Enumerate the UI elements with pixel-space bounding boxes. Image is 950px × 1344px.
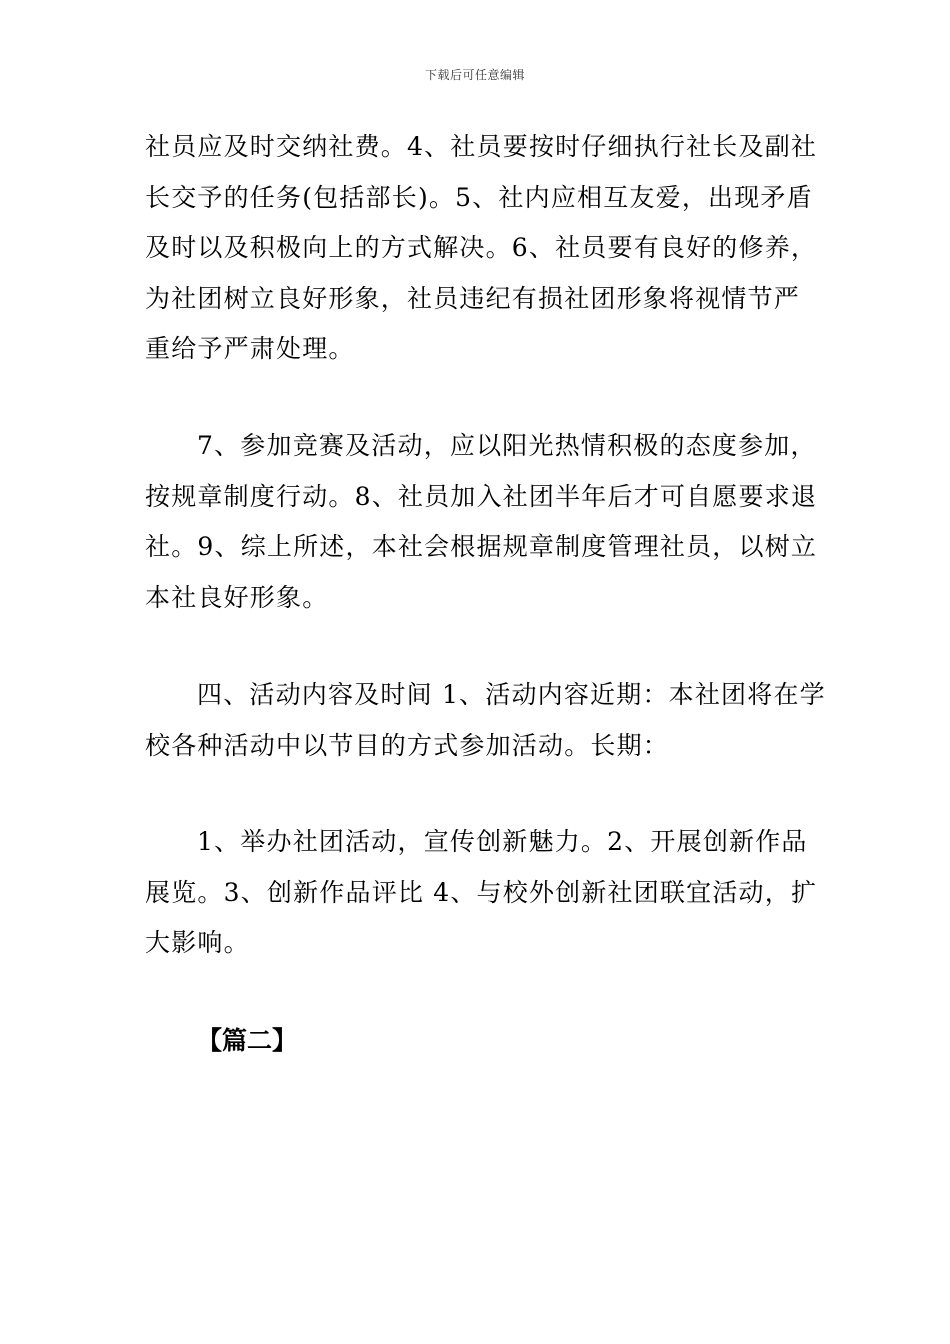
- page-header: 下载后可任意编辑: [424, 68, 525, 82]
- text-line: 社。9、综上所述，本社会根据规章制度管理社员，以树立: [145, 532, 818, 561]
- text-line: 按规章制度行动。8、社员加入社团半年后才可自愿要求退: [145, 481, 818, 511]
- text-line: 本社良好形象。: [145, 582, 329, 612]
- text-line: 1、举办社团活动，宣传创新魅力。2、开展创新作品: [197, 827, 808, 856]
- paragraph-rules-continued: [145, 122, 818, 375]
- paragraph-rules-7-9: [145, 421, 818, 623]
- text-line: 为社团树立良好形象，社员违纪有损社团形象将视情节严: [145, 283, 801, 313]
- text-line: 校各种活动中以节目的方式参加活动。长期：: [145, 730, 670, 760]
- text-line: 重给予严肃处理。: [145, 334, 355, 363]
- text-line: 社员应及时交纳社费。4、社员要按时仔细执行社长及副社: [145, 132, 818, 161]
- text-line: 长交予的任务(包括部长)。5、社内应相互友爱，出现矛盾: [145, 182, 813, 212]
- section-heading: 【篇二】: [197, 1026, 298, 1055]
- text-line: 四、活动内容及时间 1、活动内容近期：本社团将在学: [197, 680, 826, 709]
- paragraph-activities: [145, 670, 826, 771]
- text-line: 及时以及积极向上的方式解决。6、社员要有良好的修养，: [145, 233, 818, 262]
- paragraph-long-term: [145, 817, 818, 969]
- section-heading-block: [145, 1016, 807, 1066]
- text-line: 大影响。: [145, 928, 250, 957]
- text-line: 展览。3、创新作品评比 4、与校外创新社团联宜活动，扩: [145, 877, 818, 907]
- text-line: 7、参加竞赛及活动，应以阳光热情积极的态度参加，: [197, 431, 817, 460]
